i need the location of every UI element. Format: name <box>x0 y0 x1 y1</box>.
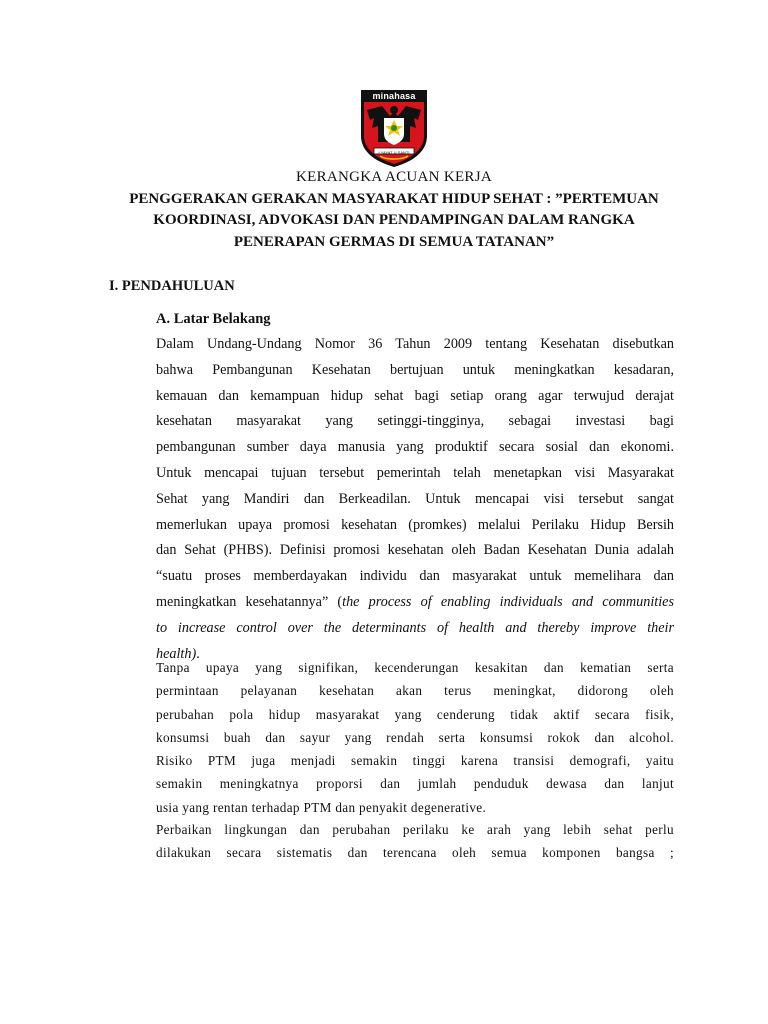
paragraph-line: Perbaikan lingkungan dan perubahan perilaku ke arah yang lebih sehat perlu <box>156 822 674 837</box>
minahasa-emblem-logo <box>360 90 428 168</box>
paragraph-italic-text: the process of enabling individuals and communities <box>342 593 674 610</box>
paragraph-line: perubahan pola hidup masyarakat yang cenderung tidak aktif secara fisik, <box>156 706 674 722</box>
paragraph-line: permintaan pelayanan kesehatan akan terus meningkat, didorong oleh <box>156 683 674 699</box>
paragraph-line: “suatu proses memberdayakan individu dan masyarakat untuk memelihara dan <box>156 568 674 585</box>
logo-motto-text: I YAYAT U SANTI <box>378 150 410 155</box>
paragraph-line: Tanpa upaya yang signifikan, kecenderungan kesakitan dan kematian serta <box>156 660 674 675</box>
paragraph-line: Dalam Undang-Undang Nomor 36 Tahun 2009 tentang Kesehatan disebutkan <box>156 336 674 352</box>
paragraph-line: kesehatan masyarakat yang setinggi-tingginya, sebagai investasi bagi <box>156 413 674 430</box>
document-title <box>100 167 688 253</box>
paragraph-line: dan Sehat (PHBS). Definisi promosi kesehatan oleh Badan Kesehatan Dunia adalah <box>156 542 674 559</box>
paragraph-line-italic <box>156 616 674 642</box>
paragraph-line: bahwa Pembangunan Kesehatan bertujuan untuk meningkatkan kesadaran, <box>156 361 674 378</box>
paragraph-line: semakin meningkatnya proporsi dan jumlah penduduk dewasa dan lanjut <box>156 776 674 792</box>
paragraph-line: Untuk mencapai tujuan tersebut pemerintah telah menetapkan visi Masyarakat <box>156 464 674 481</box>
paragraph-line: memerlukan upaya promosi kesehatan (promkes) melalui Perilaku Hidup Bersih <box>156 516 674 533</box>
paragraph-line-mixed <box>156 590 674 616</box>
sub-heading: A. Latar Belakang <box>156 311 271 327</box>
title-line-4: PENERAPAN GERMAS DI SEMUA TATANAN” <box>233 233 555 250</box>
title-line-2: PENGGERAKAN GERAKAN MASYARAKAT HIDUP SEHAT : ”PERTEMUAN <box>129 190 659 207</box>
paragraph-line: kemauan dan kemampuan hidup sehat bagi setiap orang agar terwujud derajat <box>156 387 674 404</box>
paragraph-italic-text: to increase control over the determinants of health and thereby improve their <box>156 619 674 636</box>
paragraph-line: Sehat yang Mandiri dan Berkeadilan. Untuk mencapai visi tersebut sangat <box>156 490 674 507</box>
paragraph-line: usia yang rentan terhadap PTM dan penyakit degenerative. <box>156 799 487 815</box>
paragraph-line: pembangunan sumber daya manusia yang produktif secara sosial dan ekonomi. <box>156 439 674 456</box>
paragraph-text: . <box>196 645 200 662</box>
title-line-3: KOORDINASI, ADVOKASI DAN PENDAMPINGAN DALAM RANGKA <box>153 212 635 228</box>
paragraph-line: Risiko PTM juga menjadi semakin tinggi karena transisi demografi, yaitu <box>156 753 674 769</box>
logo-title-text: minahasa <box>372 91 416 101</box>
paragraph-3 <box>156 818 674 865</box>
paragraph-2 <box>156 656 674 819</box>
paragraph-italic-text: health) <box>156 645 197 662</box>
paragraph-line: dilakukan secara sistematis dan terencana oleh semua komponen bangsa ; <box>156 845 674 861</box>
emblem-shield-icon <box>360 90 428 168</box>
paragraph-text: meningkatkan kesehatannya” ( <box>156 593 343 610</box>
title-line-1: KERANGKA ACUAN KERJA <box>295 169 492 185</box>
section-heading: I. PENDAHULUAN <box>109 278 235 294</box>
paragraph-1 <box>156 332 674 667</box>
paragraph-line: konsumsi buah dan sayur yang rendah serta konsumsi rokok dan alcohol. <box>156 729 674 745</box>
